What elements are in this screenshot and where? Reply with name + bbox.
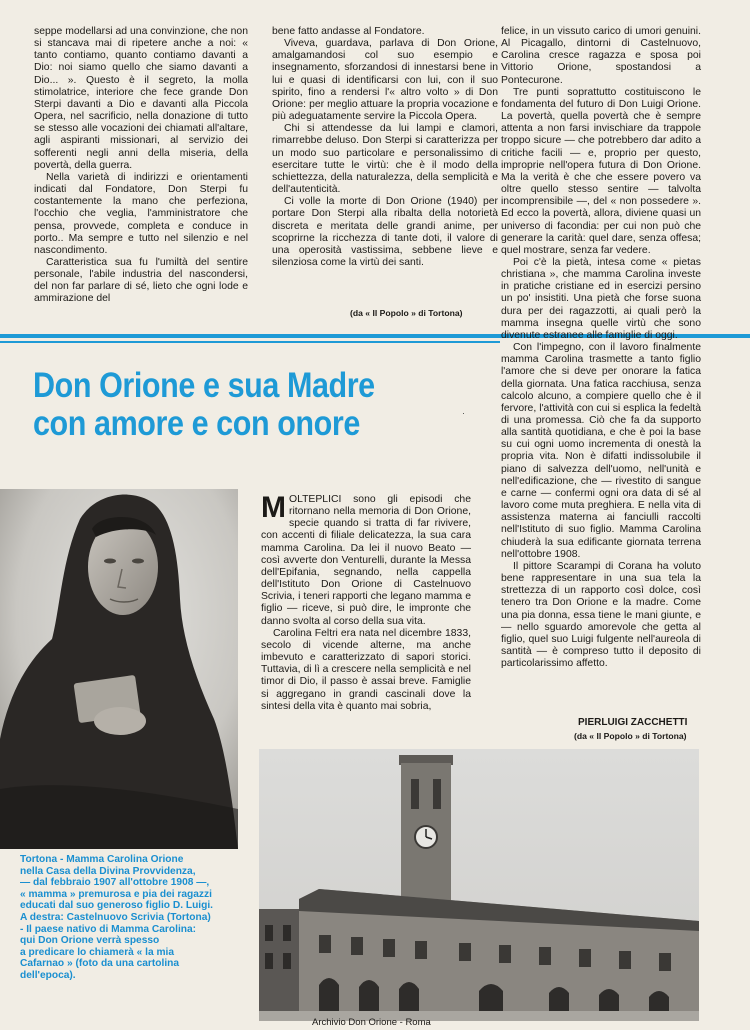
caption-line: Tortona - Mamma Carolina Orione [20, 854, 184, 865]
caption-line: - Il paese nativo di Mamma Carolina: [20, 923, 197, 935]
paragraph: Nella varietà di indirizzi e orientamenti indicati dal Fondatore, Don Sterpi fu costantemente la mano che perfeziona, l'occhio che veglia, l'amministratore che pensa, provvede, completa e conduce in porto.. Ma sempre e tutto nel silenzio e nel nascondimento. [34, 171, 248, 256]
photo-caption [20, 854, 242, 982]
paragraph: seppe modellarsi ad una convinzione, che non si stancava mai di ripetere anche a noi: « tanto contiamo, quanto contiamo davanti a Dio: noi siamo quello che siamo davanti a Dio... ». Questo è il segreto, la molla stimolatrice, interiore che fece grande Don Sterpi davanti a Dio e davanti alla Piccola Opera, nel sacrificio, nella donazione di tutto se stesso alle vocazioni dei chiamati all'altare, agli aspiranti missionari, al servizio dei sofferenti negli anni della miseria, della povertà, della guerra. [34, 26, 248, 171]
paragraph: Poi c'è la pietà, intesa come « pietas christiana », che mamma Carolina investe in pratiche cristiane ed in esercizi persino un po' insistiti. Una pietà che forse suona dura per dei ragazzotti, ai quali però la mamma insegna quelle virtù che sono divenute estranee alle famiglie di oggi. [501, 256, 701, 341]
article-headline [33, 366, 403, 442]
paragraph: Carolina Feltri era nata nel dicembre 1833, secolo di vicende alterne, ma anche imbevuto e caratterizzato di sapori storici. Tuttavia, di lì a crescere nella semplicità e nel timor di Dio, il passo è assai breve. Famiglie si aggregano in grandi cascinali dove la sintesi della vita è quanto mai sobria, [261, 627, 471, 712]
town-photo [259, 749, 699, 1021]
caption-line: nella Casa della Divina Provvidenza, [20, 865, 196, 877]
divider-rule-thin [0, 341, 500, 343]
caption-line: dell'epoca). [20, 969, 76, 981]
archive-footer: Archivio Don Orione - Roma [312, 1017, 431, 1028]
paragraph: bene fatto andasse al Fondatore. [272, 26, 425, 37]
lead-paragraph [261, 491, 471, 628]
paragraph: Viveva, guardava, parlava di Don Orione, amalgamandosi col suo esempio e insegnamento, sforzandosi di innestarsi bene in lui e quasi di identificarsi con lui, con il suo spirito, fino a rendersi l'« altro volto » di Don Orione: per meglio attuare la propria vocazione e più adeguatamente servire la Piccola Opera. [272, 38, 498, 123]
paragraph: Il pittore Scarampi di Corana ha voluto bene rappresentare in una sua tela la strettezza di un rapporto così dolce, così tenero tra Don Orione e la madre. Come una pia donna, essa tiene le mani giunte, e — nello sguardo amorevole che getta al figlio, quel suo Luigi fulgente nell'aureola di santità — è compreso tutto il deposito di particolarissimo affetto. [501, 560, 701, 670]
paragraph: felice, in un vissuto carico di umori genuini. Al Picagallo, dintorni di Castelnuovo, Carolina cresce ragazza e sposa poi Vittorio Orione, spostandosi a Pontecurone. [501, 26, 701, 86]
caption-line: Cafarnao » (foto da una cartolina [20, 958, 180, 970]
caption-line: educati dal suo generoso figlio D. Luigi. [20, 900, 214, 912]
caption-line: qui Don Orione verrà spesso [20, 935, 160, 947]
intro-column-right [272, 26, 498, 269]
article-source: (da « Il Popolo » di Tortona) [574, 731, 687, 741]
article-column-right [501, 26, 701, 670]
intro-source: (da « Il Popolo » di Tortona) [350, 308, 463, 318]
paragraph: Tre punti soprattutto costituiscono le fondamenta del futuro di Don Luigi Orione. La povertà, quella povertà che è sempre attenta a non farsi invischiare da trappole troppo sicure — che potrebbero dar adito a critiche facili — e, proprio per questo, improprie nell'opera futura di Don Orione. Ma la verità è che che essere povero va oltre quello stesso sentire — talvolta incomprensibile —, del « non possedere ». Ed ecco la povertà, allora, diviene quasi un universo di facondia: per cui non può che generare la carità: quel dare, senza offesa; quel mostrare, senza far vedere. [501, 86, 701, 256]
caption-line: a predicare lo chiamerà « la mia [20, 946, 175, 958]
article-column-left [261, 491, 471, 713]
lead-text: OLTEPLICI sono gli episodi che ritornano nella memoria di Don Orione, specie quando si tratta di far rivivere, con accenti di filiale delicatezza, la sua cara mamma Carolina. Da lei il nuovo Beato — così avverte don Venturelli, durante la Messa dell'Epifania, segnando, nella cappella dell'Istituto Don Orione di Castelnuovo Scrivia, i teneri rapporti che legano mamma e figlio — riceve, si può dire, le impronte che danno svolta al corso della sua vita. [261, 494, 471, 627]
headline-line: con amore e con onore [33, 403, 360, 443]
drop-cap: M [261, 491, 286, 524]
paragraph: Con l'impegno, con il lavoro finalmente mamma Carolina trasmette a tanto figlio l'amore che si deve per onorare la fatica della giornata. Una fatica racchiusa, senza calcolo alcuno, a compiere quello che è il fervore, l'attività con cui si esplica la fedeltà di una promessa. Ciò che fa da supporto alla santità quotidiana, e che è poi la base su cui ogni uomo incrementa di onestà la propria vita. Non è difatti indissolubile il piano di salvezza dell'uomo, nell'unità e nell'edificazione, che — rivestito di sangue e carne — confermi ogni ora data di sé al lavoro come muta preghiera. E nella vita di assistenza materna ai fanciulli raccolti nell'Istituto di suo figlio. Mamma Carolina chiuderà la sua edificante giornata terrena nell'ottobre 1908. [501, 342, 701, 560]
paragraph: Chi si attendesse da lui lampi e clamori, rimarrebbe deluso. Don Sterpi si caratterizza per un modo suo particolare e personalissimo di esercitare tutte le virtù: che è il modo della schiettezza, della naturalezza, della semplicità e dell'autenticità. [272, 123, 498, 196]
paragraph: Caratteristica sua fu l'umiltà del sentire personale, l'abile industria del nascondersi, del non far parlare di sé, lieto che ogni lode e ammirazione del [34, 256, 248, 305]
headline-line: Don Orione e sua Madre [33, 365, 375, 405]
article-author: PIERLUIGI ZACCHETTI [578, 717, 688, 728]
mamma-carolina-photo [0, 489, 238, 849]
portrait-photo [0, 489, 238, 849]
margin-mark: · [462, 408, 465, 418]
intro-column-left [34, 26, 248, 306]
castelnuovo-scrivia-photo [259, 749, 699, 1021]
caption-line: « mamma » premurosa e pia dei ragazzi [20, 888, 212, 900]
caption-line: — dal febbraio 1907 all'ottobre 1908 —, [20, 877, 210, 889]
paragraph: Ci volle la morte di Don Orione (1940) per portare Don Sterpi alla ribalta della notorietà discreta e meritata delle grandi anime, per scoprirne la ricchezza di tante doti, il valore di una operosità vastissima, sebbene lieve e silenziosa come la virtù dei santi. [272, 196, 498, 268]
caption-line: A destra: Castelnuovo Scrivia (Tortona) [20, 911, 211, 923]
